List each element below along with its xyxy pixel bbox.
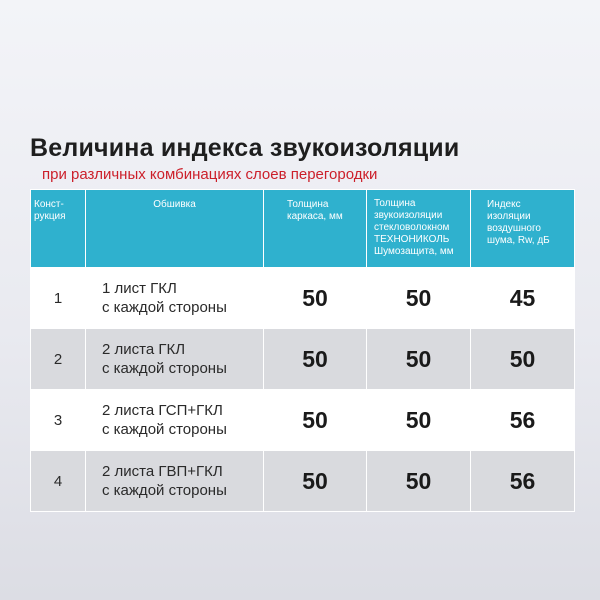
noise-index-value: 56 <box>471 390 575 451</box>
header-frame-thickness: Толщина каркаса, мм <box>264 190 367 268</box>
table-row <box>31 329 575 390</box>
sheathing-cell: 2 листа ГВП+ГКЛ с каждой стороны <box>86 451 264 512</box>
construction-number: 2 <box>31 329 86 390</box>
insulation-thickness-value: 50 <box>367 451 471 512</box>
sheathing-cell: 2 листа ГСП+ГКЛ с каждой стороны <box>86 390 264 451</box>
header-noise-index: Индекс изоляции воздушного шума, Rw, дБ <box>471 190 575 268</box>
table-row <box>31 390 575 451</box>
table-header-row <box>31 190 575 268</box>
header-sheathing: Обшивка <box>86 190 264 268</box>
page-title: Величина индекса звукоизоляции <box>30 134 460 162</box>
sheathing-cell: 2 листа ГКЛ с каждой стороны <box>86 329 264 390</box>
noise-index-value: 50 <box>471 329 575 390</box>
noise-index-value: 45 <box>471 268 575 329</box>
insulation-thickness-value: 50 <box>367 390 471 451</box>
frame-thickness-value: 50 <box>264 390 367 451</box>
sheathing-cell: 1 лист ГКЛ с каждой стороны <box>86 268 264 329</box>
noise-index-value: 56 <box>471 451 575 512</box>
frame-thickness-value: 50 <box>264 268 367 329</box>
construction-number: 4 <box>31 451 86 512</box>
header-construction: Конст- рукция <box>31 190 86 268</box>
frame-thickness-value: 50 <box>264 451 367 512</box>
construction-number: 3 <box>31 390 86 451</box>
sound-insulation-table <box>30 189 575 512</box>
frame-thickness-value: 50 <box>264 329 367 390</box>
insulation-thickness-value: 50 <box>367 329 471 390</box>
header-insulation-thickness: Толщина звукоизоляции стекловолокном ТЕХНОНИКОЛЬ Шумозащита, мм <box>367 190 471 268</box>
table-row <box>31 268 575 329</box>
table-row <box>31 451 575 512</box>
construction-number: 1 <box>31 268 86 329</box>
page-subtitle: при различных комбинациях слоев перегородки <box>42 166 378 183</box>
insulation-thickness-value: 50 <box>367 268 471 329</box>
